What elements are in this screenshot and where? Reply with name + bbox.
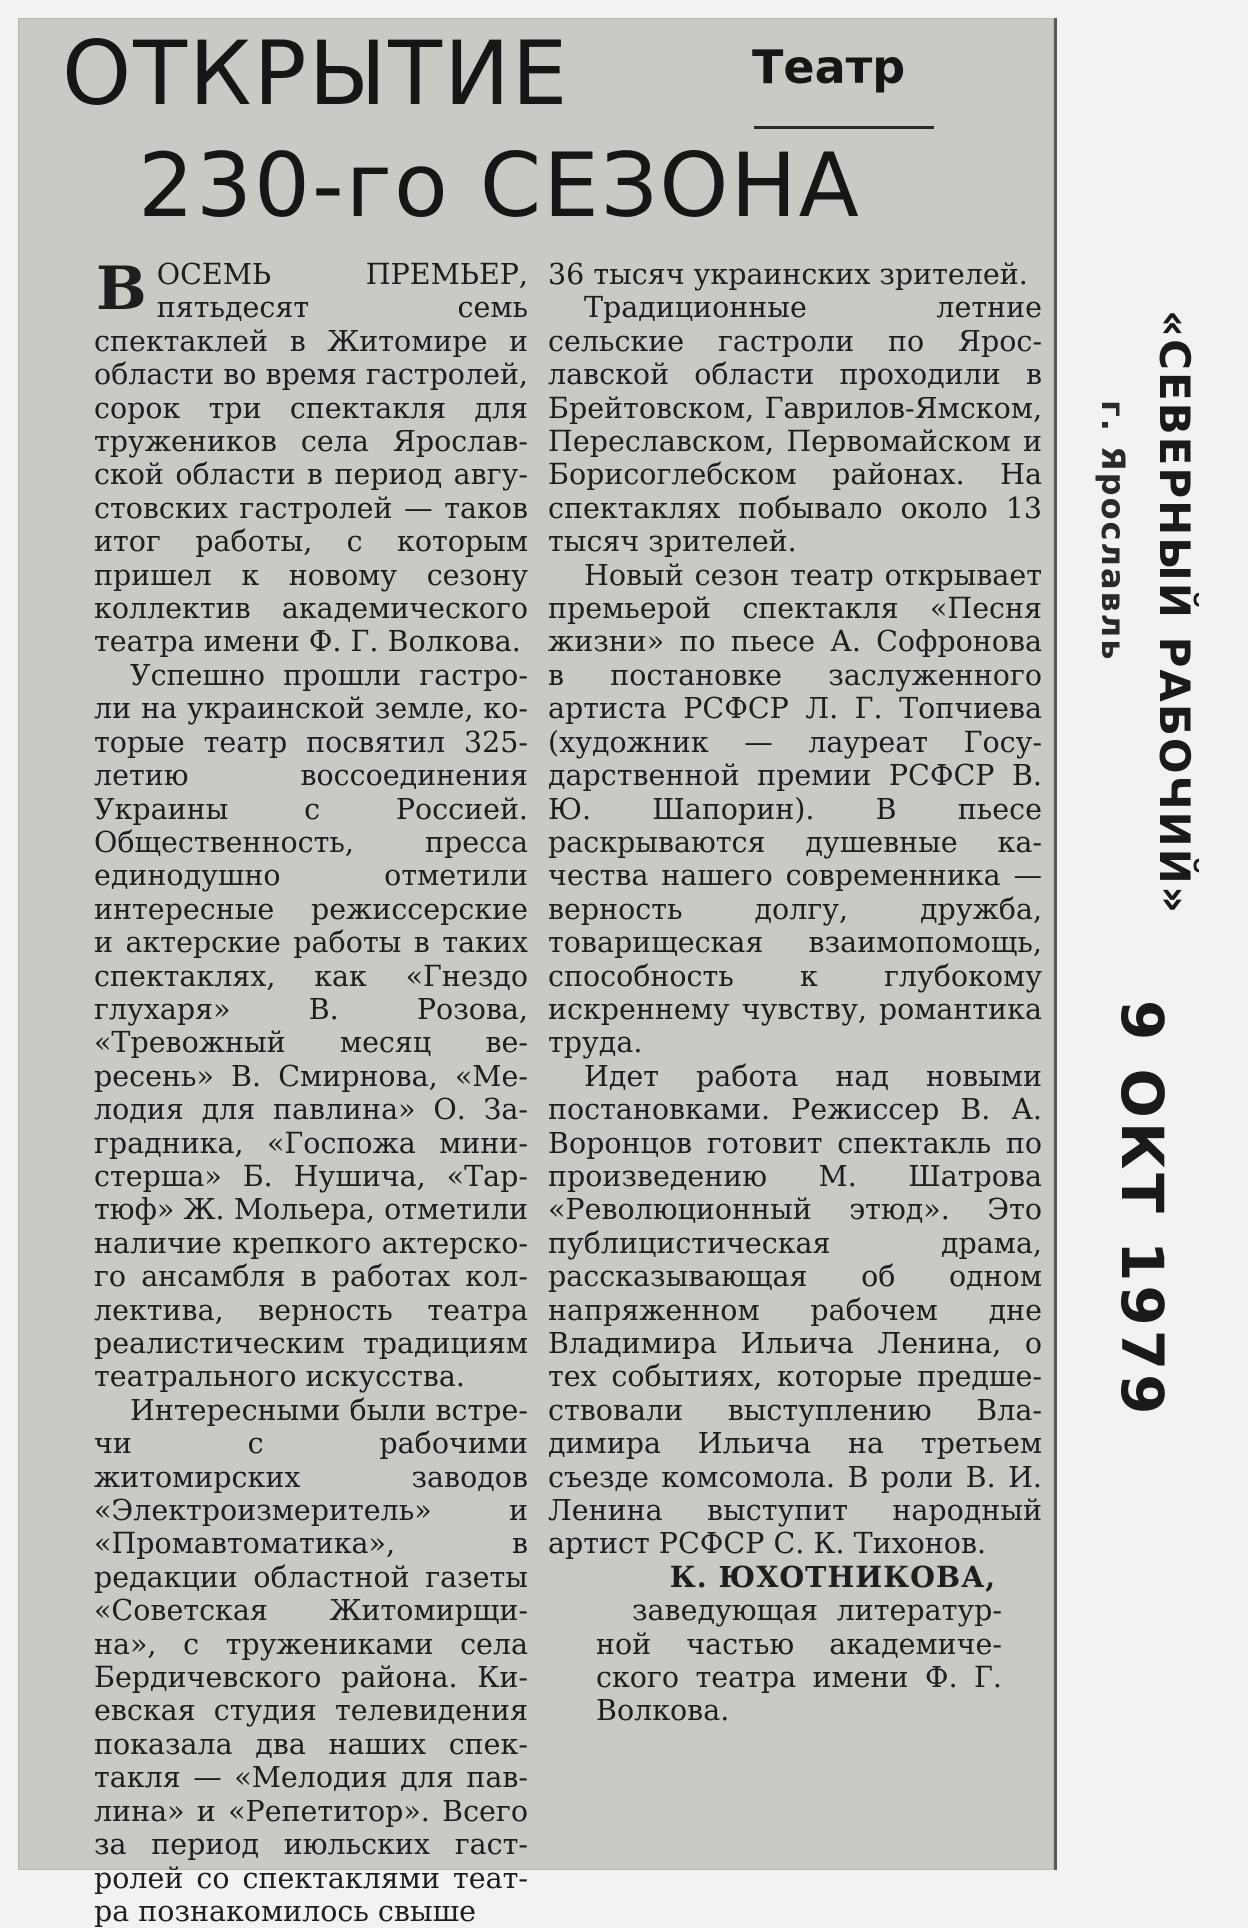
headline-line-1: ОТКРЫТИЕ	[62, 22, 570, 125]
author-position: заведующая литературной частью академического театра имени Ф. Г. Волкова.	[596, 1594, 1002, 1728]
stamp-date: 9 ОКТ 1979	[1108, 1000, 1176, 1419]
article-paragraph-6: Новый сезон театр открывает премьерой спектакля «Песня жизни» по пьесе А. Софронова в постановке заслуженного артиста РСФСР Л. Г. Топчиева (художник — лауреат Государственной премии РСФСР В. Ю. Шапорин). В пьесе раскрываются душевные качества нашего современника — верность долгу, дружба, товарищеская взаимопомощь, способность к глубокому искреннему чувству, романтика труда.	[548, 558, 1042, 1060]
article-paragraph-7: Идет работа над новыми постановками. Режиссер В. А. Воронцов готовит спектакль по произведению М. Шатрова «Революционный этюд». Это публицистическая драма, рассказывающая об одном напряженном рабочем дне Владимира Ильича Ленина, о тех событиях, которые предшествовали выступлению Владимира Ильича на третьем съезде комсомола. В роли В. И. Ленина выступит народный артист РСФСР С. К. Тихонов.	[548, 1059, 1042, 1561]
author-signature: К. ЮХОТНИКОВА,	[669, 1559, 997, 1594]
drop-cap: В	[96, 254, 147, 324]
article-paragraph-4: 36 тысяч украинских зрителей.	[548, 258, 1028, 291]
stamp-newspaper-name: «СЕВЕРНЫЙ РАБОЧИЙ»	[1150, 310, 1199, 915]
section-rubric: Театр	[752, 40, 906, 94]
article-paragraph-2: Успешно прошли гастроли на украинской земле, которые театр посвятил 325-летию воссоединения Украины с Россией. Общественность, пресса единодушно отметили интересные режиссерские и актерские работы в таких спектаклях, как «Гнездо глухаря» В. Розова, «Тревожный месяц вересень» В. Смирнова, «Мелодия для павлина» О. Заградника, «Госпожа министерша» Б. Нушича, «Тартюф» Ж. Мольера, отметили наличие крепкого актерского ансамбля в работах коллектива, верность театра реалистическим традициям театрального искусства.	[94, 658, 528, 1394]
article-paragraph-3: Интересными были встречи с рабочими житомирских заводов «Электроизмеритель» и «Промавтоматика», в редакции областной газеты «Советская Житомирщина», с тружениками села Бердичевского района. Киевская студия телевидения показала два наших спектакля — «Мелодия для павлина» и «Репетитор». Всего за период июльских гастролей со спектаклями театра познакомилось свыше	[94, 1393, 528, 1928]
article-column-right	[548, 258, 1042, 1728]
clipping-edge-divider	[1054, 18, 1057, 1870]
article-paragraph-1: ВОСЕМЬ ПРЕМЬЕР, пятьдесят семь спектаклей в Житомире и области во время гастролей, сорок три спектакля для тружеников села Ярославской области в период августовских гастролей — таков итог работы, с которым пришел к новому сезону коллектив академического театра имени Ф. Г. Волкова.	[94, 254, 528, 659]
stamp-city: г. Ярославль	[1094, 400, 1132, 662]
headline-line-2: 230-го СЕЗОНА	[138, 134, 861, 237]
article-column-left	[94, 254, 528, 1928]
rubric-underline	[754, 126, 934, 129]
article-paragraph-5: Традиционные летние сельские гастроли по Ярославской области проходили в Брейтовском, Гаврилов-Ямском, Переславском, Первомайском и Борисоглебском районах. На спектаклях побывало около 13 тысяч зрителей.	[548, 291, 1042, 559]
